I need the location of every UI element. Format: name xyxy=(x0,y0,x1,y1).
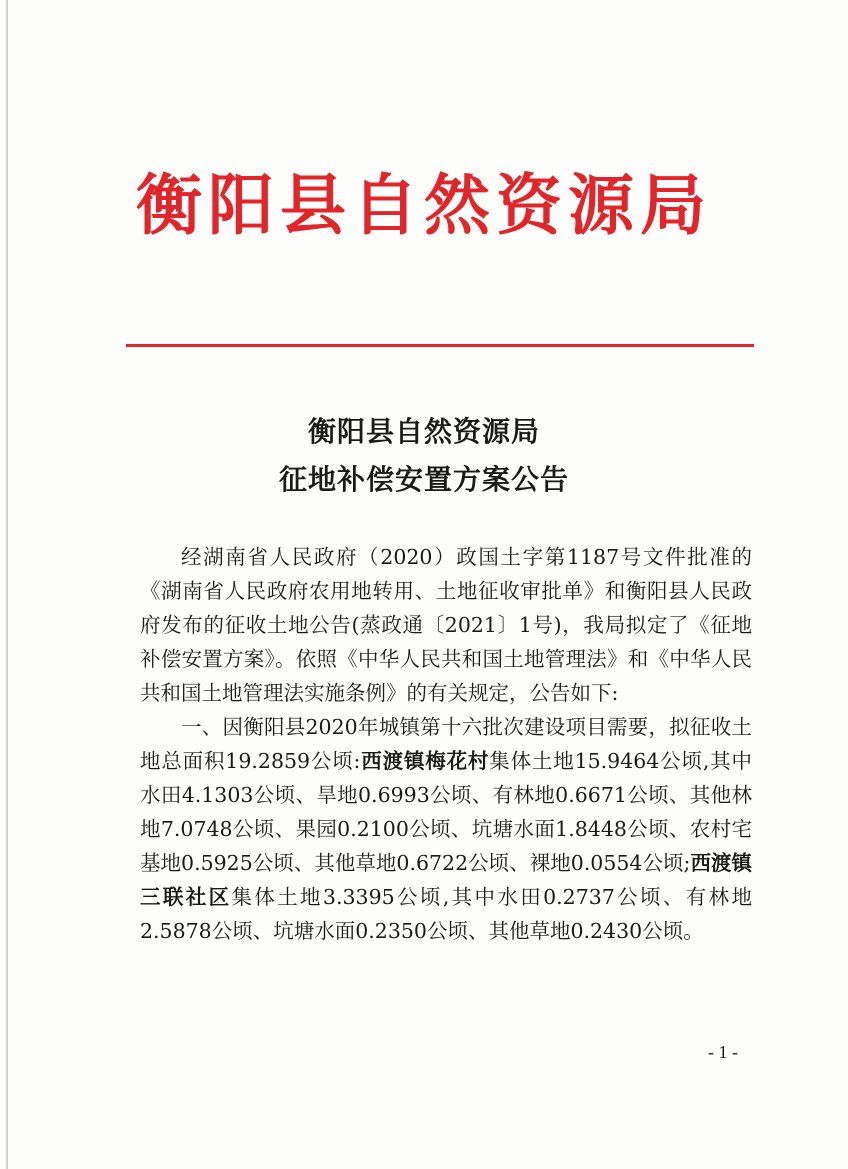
item1-text-c: 集体土地3.3395公顷,其中水田0.2737公顷、有林地2.5878公顷、坑塘水面0.2350公顷、其他草地0.2430公顷。 xyxy=(140,885,753,943)
document-title-line1: 衡阳县自然资源局 xyxy=(307,415,540,448)
page-number: - 1 - xyxy=(708,1042,738,1062)
document-title-line2: 征地补偿安置方案公告 xyxy=(278,463,569,496)
red-separator-line xyxy=(126,344,754,347)
document-body xyxy=(140,540,752,948)
item1-text-b: 集体土地15.9464公顷,其中水田4.1303公顷、旱地0.6993公顷、有林地0.6671公顷、其他林地7.0748公顷、果园0.2100公顷、坑塘水面1.8448公顷、农村宅基地0.5925公顷、其他草地0.6722公顷、裸地0.0554公顷; xyxy=(140,749,752,875)
letterhead-masthead: 衡阳县自然资源局 xyxy=(136,166,712,244)
place-meihua-village: 西渡镇梅花村 xyxy=(360,749,490,773)
place-sanlian-community: 西渡镇三联社区 xyxy=(140,851,752,909)
item1-text-a: 一、因衡阳县2020年城镇第十六批次建设项目需要，拟征收土地总面积19.2859公顷: xyxy=(140,715,752,773)
paragraph-item-1 xyxy=(140,710,752,948)
paragraph-intro: 经湖南省人民政府（2020）政国土字第1187号文件批准的《湖南省人民政府农用地转用、土地征收审批单》和衡阳县人民政府发布的征收土地公告(蒸政通〔2021〕1号)，我局拟定了《征地补偿安置方案》。依照《中华人民共和国土地管理法》和《中华人民共和国土地管理法实施条例》的有关规定，公告如下: xyxy=(140,545,752,705)
